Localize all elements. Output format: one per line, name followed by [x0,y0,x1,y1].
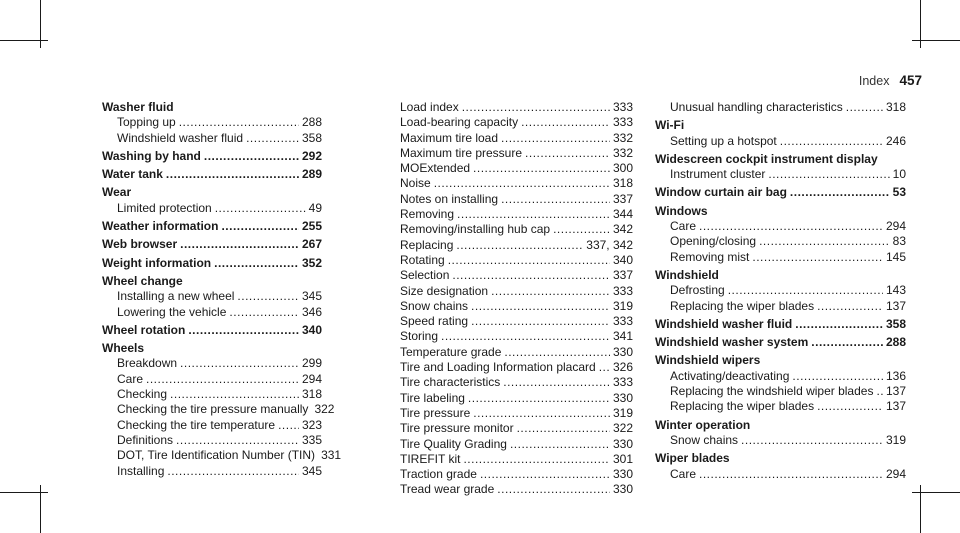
page-reference: 333 [612,115,633,130]
index-entry [385,284,633,299]
page-reference: 288 [885,335,906,350]
page-reference: 319 [612,298,633,313]
page-reference: 322 [314,402,335,417]
index-entry [655,167,906,182]
page-reference: 340 [612,252,633,267]
dot-leader [463,452,610,467]
index-entry [102,115,322,130]
index-term: Defrosting [670,283,725,298]
index-term: Windshield [655,267,719,282]
index-term: Replacing the wiper blades [670,399,815,414]
index-entry [385,176,633,191]
dot-leader [237,289,299,304]
index-term: Washer fluid [102,100,174,114]
index-heading [655,185,906,200]
index-term: Tire pressure [400,405,471,420]
index-term: Rotating [400,252,445,267]
dot-leader [176,433,299,448]
page-reference: 352 [301,255,322,270]
index-term: Wiper blades [655,451,730,466]
index-entry [385,329,633,344]
index-term: Tire pressure monitor [400,421,514,436]
page-reference: 333 [612,375,633,390]
index-term: Topping up [117,115,176,130]
dot-leader [456,238,583,253]
dot-leader [752,250,883,265]
index-entry [655,384,906,399]
index-entry [385,161,633,176]
index-heading [655,418,906,433]
page-reference: 335 [301,432,322,447]
page-reference: 326 [612,360,633,375]
dot-leader [246,131,299,146]
index-heading [655,451,906,466]
index-term: Windshield washer fluid [655,316,793,331]
index-entry [385,253,633,268]
index-term: Tread wear grade [400,482,495,497]
page-reference: 288 [301,115,322,130]
page-reference: 345 [301,289,322,304]
page-reference: 292 [301,148,322,163]
dot-leader [215,201,306,216]
index-term: Selection [400,268,450,283]
index-term: Maximum tire pressure [400,145,523,160]
dot-leader [817,299,883,314]
index-term: Snow chains [400,298,469,313]
dot-leader [473,406,610,421]
dot-leader [599,360,610,375]
page-reference: 301 [612,451,633,466]
index-term: Care [117,371,144,386]
index-entry [385,421,633,436]
index-term: MOExtended [400,161,471,176]
index-term: Lowering the vehicle [117,304,227,319]
index-term: Tire characteristics [400,375,501,390]
dot-leader [166,167,299,182]
dot-leader [170,387,299,402]
index-term: Washing by hand [102,148,201,163]
page-reference: 319 [885,432,906,447]
index-term: TIREFIT kit [400,451,461,466]
index-heading [655,204,906,219]
index-term: Installing a new wheel [117,289,235,304]
index-entry [655,299,906,314]
index-term: Traction grade [400,467,477,482]
index-term: Speed rating [400,314,469,329]
index-term: Snow chains [670,432,739,447]
index-entry [102,356,322,371]
index-heading [102,185,322,200]
index-entry [385,207,633,222]
index-heading [102,237,322,252]
page-reference: 330 [612,436,633,451]
index-term: Breakdown [117,356,178,371]
index-entry [102,387,322,402]
index-entry [102,402,335,417]
index-heading [655,317,906,332]
page-reference: 318 [885,100,906,114]
dot-leader [741,433,883,448]
page-header [859,73,922,88]
dot-leader [553,222,610,237]
dot-leader [471,299,610,314]
section-label: Index [858,74,890,88]
dot-leader [480,467,610,482]
page-reference: 137 [885,384,906,399]
dot-leader [699,467,883,482]
index-entry [102,418,322,433]
index-term: Removing mist [670,249,750,264]
dot-leader [468,391,610,406]
page-reference: 332 [612,145,633,160]
dot-leader [699,219,883,234]
page-reference: 83 [892,234,906,249]
index-term: Wi-Fi [655,118,685,133]
page-reference: 299 [301,356,322,371]
index-heading [102,219,322,234]
dot-leader [780,134,883,149]
page-reference: 337 [612,191,633,206]
index-term: Setting up a hotspot [670,133,777,148]
index-entry [385,131,633,146]
index-entry [385,268,633,283]
dot-leader [434,176,610,191]
page-reference: 53 [892,185,906,200]
dot-leader [146,372,299,387]
index-term: Winter operation [655,417,751,432]
index-term: Maximum tire load [400,130,499,145]
index-term: Wheel change [102,273,183,288]
index-term: Tire labeling [400,390,465,405]
page-reference: 136 [885,368,906,383]
dot-leader [504,345,610,360]
page-number: 457 [899,73,922,88]
index-column-2 [385,100,633,498]
index-term: Notes on installing [400,191,499,206]
dot-leader [462,100,610,115]
page-reference: 145 [885,249,906,264]
index-entry [102,201,322,216]
page-reference: 10 [892,167,906,182]
index-entry [655,283,906,298]
page-reference: 322 [612,421,633,436]
dot-leader [188,323,299,338]
index-term: Checking the tire temperature [117,417,276,432]
index-entry [102,372,322,387]
index-term: Removing [400,207,455,222]
index-term: DOT, Tire Identification Number (TIN) [117,448,316,463]
page-reference: 345 [301,463,322,478]
index-term: Widescreen cockpit instrument display [655,151,878,166]
index-entry [385,146,633,161]
index-heading [102,341,322,356]
index-term: Windows [655,203,708,218]
index-entry [655,369,906,384]
page-reference: 294 [885,219,906,234]
index-heading [102,167,322,182]
index-entry [655,134,906,149]
index-heading [102,323,322,338]
index-heading [655,335,906,350]
page-reference: 341 [612,329,633,344]
index-heading [655,268,906,283]
index-entry [385,360,633,375]
index-term: Windshield washer fluid [117,130,244,145]
index-entry [655,219,906,234]
dot-leader [503,375,610,390]
page-reference: 344 [612,207,633,222]
dot-leader [471,314,610,329]
index-entry [385,100,633,115]
index-entry [102,131,322,146]
index-term: Web browser [102,237,178,252]
dot-leader [876,384,883,399]
dot-leader [501,131,610,146]
index-entry [655,399,906,414]
index-term: Tire Quality Grading [400,436,507,451]
index-term: Replacing [400,237,454,252]
page-reference: 318 [612,176,633,191]
index-entry [385,467,633,482]
index-column-1 [102,100,342,479]
index-term: Installing [117,463,165,478]
page-reference: 330 [612,482,633,497]
dot-leader [441,329,610,344]
dot-leader [501,192,610,207]
dot-leader [728,283,883,298]
page-reference: 337, 342 [586,237,633,252]
dot-leader [214,256,299,271]
page-reference: 342 [612,222,633,237]
page-reference: 267 [301,237,322,252]
dot-leader [795,317,883,332]
index-entry [385,406,633,421]
index-entry [385,391,633,406]
index-entry [655,100,906,115]
dot-leader [517,421,610,436]
index-term: Noise [400,176,431,191]
index-heading [102,256,322,271]
crop-mark [912,40,960,41]
index-heading [102,149,322,164]
dot-leader [221,219,299,234]
index-term: Unusual handling characteristics [670,100,843,114]
index-term: Checking [117,387,168,402]
page-reference: 294 [301,371,322,386]
index-heading [655,152,906,167]
page-reference: 137 [885,298,906,313]
index-term: Replacing the windshield wiper blades [670,384,874,399]
index-entry [385,314,633,329]
index-term: Checking the tire pressure manually [117,402,309,417]
dot-leader [525,146,610,161]
page-reference: 318 [301,387,322,402]
page-reference: 346 [301,304,322,319]
dot-leader [510,437,610,452]
dot-leader [491,284,610,299]
index-term: Size designation [400,283,489,298]
index-term: Storing [400,329,439,344]
dot-leader [521,115,610,130]
dot-leader [448,253,610,268]
dot-leader [817,399,883,414]
dot-leader [768,167,889,182]
index-term: Limited protection [117,200,212,215]
index-entry [102,433,322,448]
dot-leader [180,356,299,371]
index-entry [655,467,906,482]
dot-leader [457,207,610,222]
dot-leader [278,418,299,433]
index-entry [102,289,322,304]
index-term: Removing/installing hub cap [400,222,551,237]
page-reference: 358 [885,316,906,331]
index-entry [655,433,906,448]
dot-leader [452,268,610,283]
index-entry [385,482,633,497]
page-reference: 246 [885,133,906,148]
index-term: Activating/deactivating [670,368,790,383]
index-entry [385,375,633,390]
index-term: Load-bearing capacity [400,115,519,130]
dot-leader [846,100,883,115]
index-term: Definitions [117,432,174,447]
index-term: Opening/closing [670,234,757,249]
page-reference: 137 [885,399,906,414]
index-entry [655,234,906,249]
index-entry [385,192,633,207]
page-reference: 143 [885,283,906,298]
dot-leader [179,115,299,130]
index-term: Replacing the wiper blades [670,298,815,313]
page-reference: 337 [612,268,633,283]
page-reference: 255 [301,219,322,234]
index-term: Care [670,219,697,234]
page-reference: 323 [301,417,322,432]
index-term: Water tank [102,167,163,182]
index-entry [385,299,633,314]
page-reference: 319 [612,405,633,420]
index-term: Windshield wipers [655,353,761,368]
dot-leader [790,185,890,200]
dot-leader [167,464,299,479]
dot-leader [497,482,610,497]
index-entry [102,448,342,463]
index-term: Window curtain air bag [655,185,787,200]
index-entry [655,250,906,265]
page-reference: 333 [612,100,633,114]
index-heading [102,274,322,289]
index-term: Instrument cluster [670,167,766,182]
index-entry [385,452,633,467]
index-entry [385,238,633,253]
page-reference: 294 [885,466,906,481]
dot-leader [229,305,299,320]
dot-leader [180,237,299,252]
index-term: Load index [400,100,459,114]
page-reference: 332 [612,130,633,145]
crop-mark [912,492,960,493]
index-entry [102,464,322,479]
index-term: Windshield washer system [655,335,809,350]
index-heading [102,100,322,115]
page-reference: 49 [308,200,322,215]
dot-leader [811,335,883,350]
page-reference: 340 [301,322,322,337]
index-term: Wear [102,185,132,200]
page-reference: 358 [301,130,322,145]
index-entry [385,345,633,360]
index-term: Temperature grade [400,344,502,359]
page-reference: 330 [612,344,633,359]
page-reference: 289 [301,167,322,182]
crop-mark [0,40,48,41]
dot-leader [759,234,890,249]
crop-mark [0,492,48,493]
page-reference: 330 [612,390,633,405]
index-term: Weather information [102,219,219,234]
dot-leader [792,369,883,384]
page-reference: 333 [612,283,633,298]
index-entry [102,305,322,320]
index-heading [655,118,906,133]
page-reference: 300 [612,161,633,176]
dot-leader [204,149,299,164]
index-entry [385,222,633,237]
index-heading [655,353,906,368]
dot-leader [473,161,610,176]
index-term: Care [670,466,697,481]
index-entry [385,437,633,452]
index-term: Weight information [102,255,212,270]
index-column-3 [655,100,906,482]
page-reference: 330 [612,467,633,482]
page-reference: 331 [321,448,342,463]
index-term: Wheel rotation [102,322,186,337]
page-reference: 333 [612,314,633,329]
index-term: Tire and Loading Information placard [400,360,596,375]
index-entry [385,115,633,130]
index-term: Wheels [102,341,145,356]
